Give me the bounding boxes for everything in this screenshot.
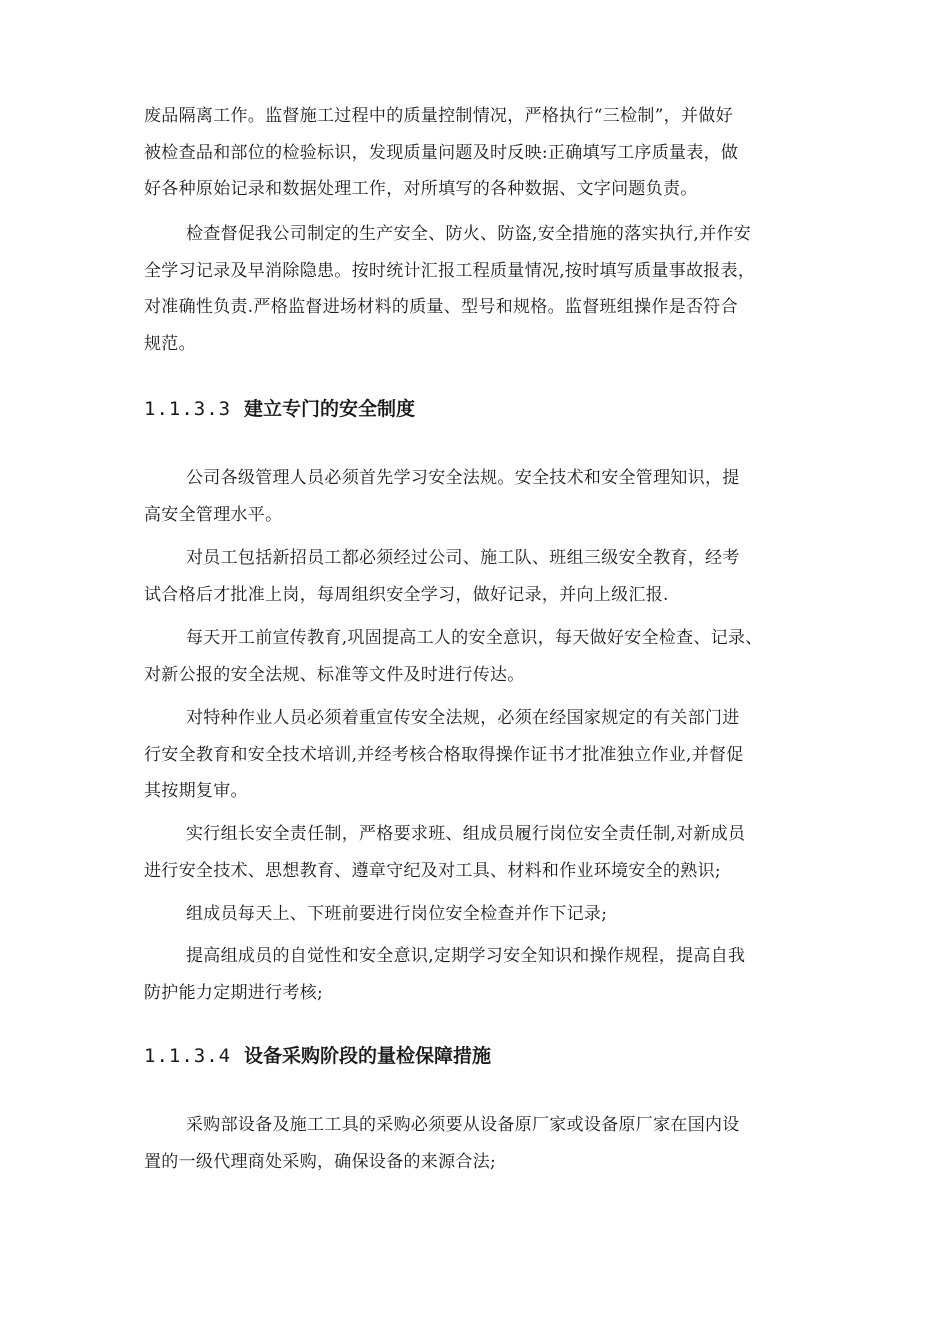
text-line: 提高组成员的自觉性和安全意识,定期学习安全知识和操作规程，提高自我 <box>186 946 746 966</box>
text-line: 采购部设备及施工工具的采购必须要从设备原厂家或设备原厂家在国内设 <box>186 1115 740 1135</box>
text-line: 对特种作业人员必须着重宣传安全法规，必须在经国家规定的有关部门进 <box>186 708 740 728</box>
text-line: 试合格后才批准上岗，每周组织安全学习，做好记录，并向上级汇报. <box>144 584 669 605</box>
paragraph-daily-briefing <box>144 620 814 693</box>
paragraph-safety-inspection <box>144 216 814 362</box>
section-number: 1.1.3.3 <box>144 398 232 420</box>
text-line: 行安全教育和安全技术培训,并经考核合格取得操作证书才批准独立作业,并督促 <box>144 744 744 765</box>
paragraph-employee-education <box>144 540 814 613</box>
text-line: 对新公报的安全法规、标准等文件及时进行传达。 <box>144 664 525 685</box>
paragraph-equipment-procurement <box>144 1107 814 1180</box>
paragraph-team-leader-responsibility <box>144 816 814 889</box>
section-heading-1134 <box>144 1041 491 1071</box>
text-line: 被检查品和部位的检验标识，发现质量问题及时反映:正确填写工序质量表，做 <box>144 142 739 163</box>
text-line: 检查督促我公司制定的生产安全、防火、防盗,安全措施的落实执行,并作安 <box>186 224 752 244</box>
text-line: 防护能力定期进行考核; <box>144 982 324 1003</box>
section-heading-1133 <box>144 394 415 424</box>
text-line: 实行组长安全责任制，严格要求班、组成员履行岗位安全责任制,对新成员 <box>186 824 746 844</box>
paragraph-special-operators <box>144 700 814 810</box>
text-line: 好各种原始记录和数据处理工作，对所填写的各种数据、文字问题负责。 <box>144 179 698 199</box>
paragraph-safety-awareness <box>144 938 814 1011</box>
text-line: 对准确性负责.严格监督进场材料的质量、型号和规格。监督班组操作是否符合 <box>144 297 738 317</box>
paragraph-quality-control <box>144 98 814 208</box>
paragraph-shift-inspection <box>144 896 814 933</box>
section-number: 1.1.3.4 <box>144 1045 232 1067</box>
text-line: 公司各级管理人员必须首先学习安全法规。安全技术和安全管理知识，提 <box>186 468 740 488</box>
section-title: 建立专门的安全制度 <box>244 398 416 420</box>
text-line: 每天开工前宣传教育,巩固提高工人的安全意识，每天做好安全检查、记录、 <box>186 628 763 648</box>
text-line: 进行安全技术、思想教育、遵章守纪及对工具、材料和作业环境安全的熟识; <box>144 860 721 881</box>
text-line: 废品隔离工作。监督施工过程中的质量控制情况，严格执行“三检制”，并做好 <box>144 106 733 126</box>
section-title: 设备采购阶段的量检保障措施 <box>244 1045 492 1067</box>
paragraph-management-study <box>144 460 814 533</box>
text-line: 置的一级代理商处采购，确保设备的来源合法; <box>144 1151 497 1172</box>
text-line: 组成员每天上、下班前要进行岗位安全检查并作下记录; <box>186 904 608 924</box>
text-line: 对员工包括新招员工都必须经过公司、施工队、班组三级安全教育，经考 <box>186 548 740 568</box>
text-line: 规范。 <box>144 333 196 354</box>
text-line: 高安全管理水平。 <box>144 504 283 525</box>
text-line: 其按期复审。 <box>144 781 248 801</box>
text-line: 全学习记录及早消除隐患。按时统计汇报工程质量情况,按时填写质量事故报表， <box>144 260 756 281</box>
